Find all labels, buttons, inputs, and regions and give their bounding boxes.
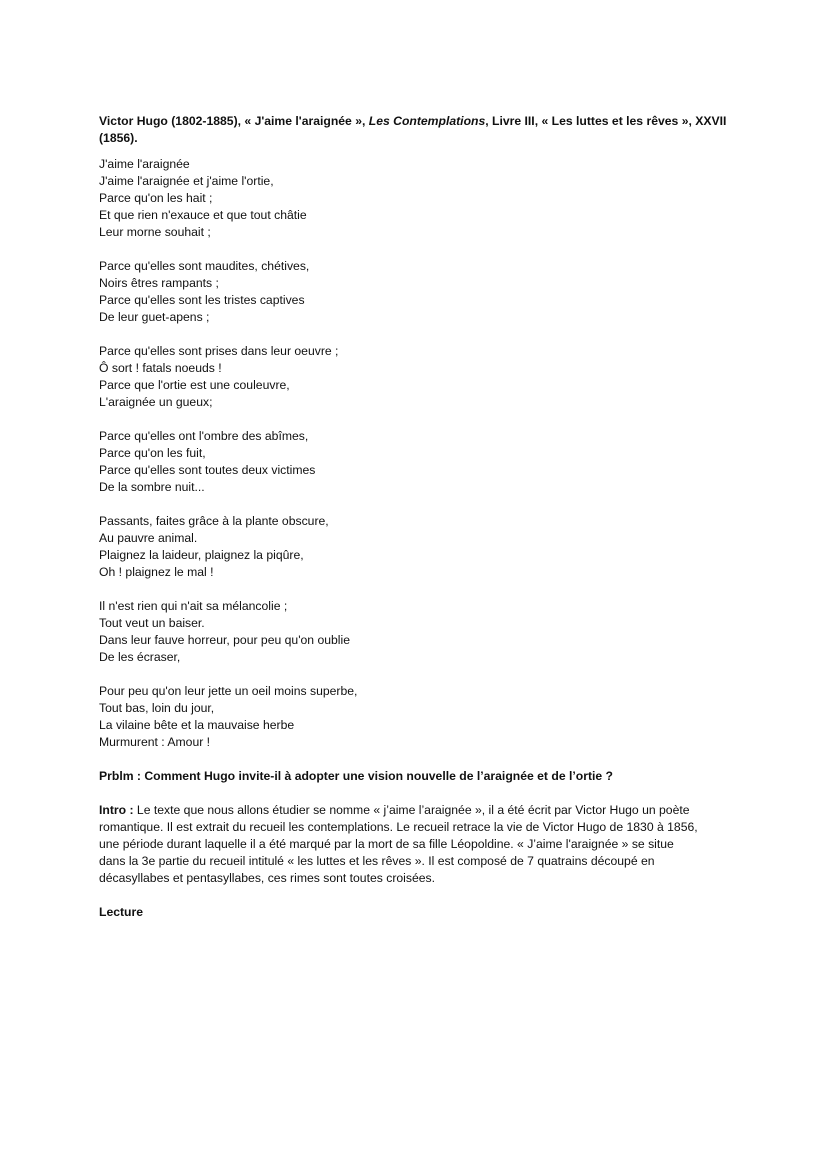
poem-line: Plaignez la laideur, plaignez la piqûre, (99, 548, 304, 562)
poem-stanza (99, 343, 739, 411)
poem-stanza (99, 428, 739, 496)
poem-line: Noirs êtres rampants ; (99, 276, 219, 290)
poem-line: J'aime l'araignée (99, 157, 190, 171)
poem-line: Ô sort ! fatals noeuds ! (99, 361, 222, 375)
poem-stanza (99, 683, 739, 751)
poem-line: Parce qu'elles sont les tristes captives (99, 293, 305, 307)
poem-line: Parce qu'elles sont prises dans leur oeuvre ; (99, 344, 339, 358)
intro-line: romantique. Il est extrait du recueil les contemplations. Le recueil retrace la vie de Victor Hugo de 1830 à 1856, (99, 820, 698, 834)
poem-line: Passants, faites grâce à la plante obscure, (99, 514, 329, 528)
poem-line: Dans leur fauve horreur, pour peu qu'on oublie (99, 633, 350, 647)
poem-line: Parce que l'ortie est une couleuvre, (99, 378, 290, 392)
poem-line: Tout bas, loin du jour, (99, 701, 215, 715)
intro-paragraph (99, 802, 739, 887)
poem-line: De la sombre nuit... (99, 480, 205, 494)
poem-line: Tout veut un baiser. (99, 616, 205, 630)
poem-line: Pour peu qu'on leur jette un oeil moins superbe, (99, 684, 358, 698)
poem-line: Murmurent : Amour ! (99, 735, 211, 749)
poem-line: L'araignée un gueux; (99, 395, 213, 409)
poem-line: Oh ! plaignez le mal ! (99, 565, 214, 579)
document-header (99, 113, 739, 147)
poem-line: Il n'est rien qui n'ait sa mélancolie ; (99, 599, 288, 613)
poem-line: De leur guet-apens ; (99, 310, 210, 324)
poem-line: Au pauvre animal. (99, 531, 198, 545)
lecture-heading: Lecture (99, 905, 144, 919)
intro-line: décasyllabes et pentasyllabes, ces rimes sont toutes croisées. (99, 871, 436, 885)
header-details: , Livre III, « Les luttes et les rêves », XXVII (485, 114, 727, 128)
poem-line: Parce qu'elles ont l'ombre des abîmes, (99, 429, 309, 443)
intro-line: dans la 3e partie du recueil intitulé « les luttes et les rêves ». Il est composé de 7 quatrains découpé en (99, 854, 655, 868)
poem (99, 156, 739, 751)
poem-line: Parce qu'on les hait ; (99, 191, 213, 205)
poem-line: Leur morne souhait ; (99, 225, 211, 239)
poem-line: Parce qu'elles sont maudites, chétives, (99, 259, 310, 273)
poem-line: Parce qu'elles sont toutes deux victimes (99, 463, 316, 477)
poem-line: Et que rien n'exauce et que tout châtie (99, 208, 307, 222)
document-page (99, 113, 739, 921)
poem-stanza (99, 258, 739, 326)
poem-stanza (99, 156, 739, 241)
poem-stanza (99, 513, 739, 581)
intro-label: Intro : (99, 803, 134, 817)
poem-line: J'aime l'araignée et j'aime l'ortie, (99, 174, 274, 188)
header-author: Victor Hugo (1802-1885), « J'aime l'araignée », (99, 114, 369, 128)
intro-line: une période durant laquelle il a été marqué par la mort de sa fille Léopoldine. « J’aime l'araignée » se situe (99, 837, 674, 851)
poem-stanza (99, 598, 739, 666)
intro-line (99, 802, 739, 819)
poem-line: De les écraser, (99, 650, 181, 664)
header-collection-title: Les Contemplations (368, 114, 486, 128)
header-year: (1856). (99, 131, 138, 145)
intro-text: Le texte que nous allons étudier se nomme « j’aime l’araignée », il a été écrit par Victor Hugo un poète (133, 803, 690, 817)
problem-statement: Prblm : Comment Hugo invite-il à adopter une vision nouvelle de l’araignée et de l’ortie ? (99, 769, 613, 783)
poem-line: La vilaine bête et la mauvaise herbe (99, 718, 295, 732)
poem-line: Parce qu'on les fuit, (99, 446, 206, 460)
